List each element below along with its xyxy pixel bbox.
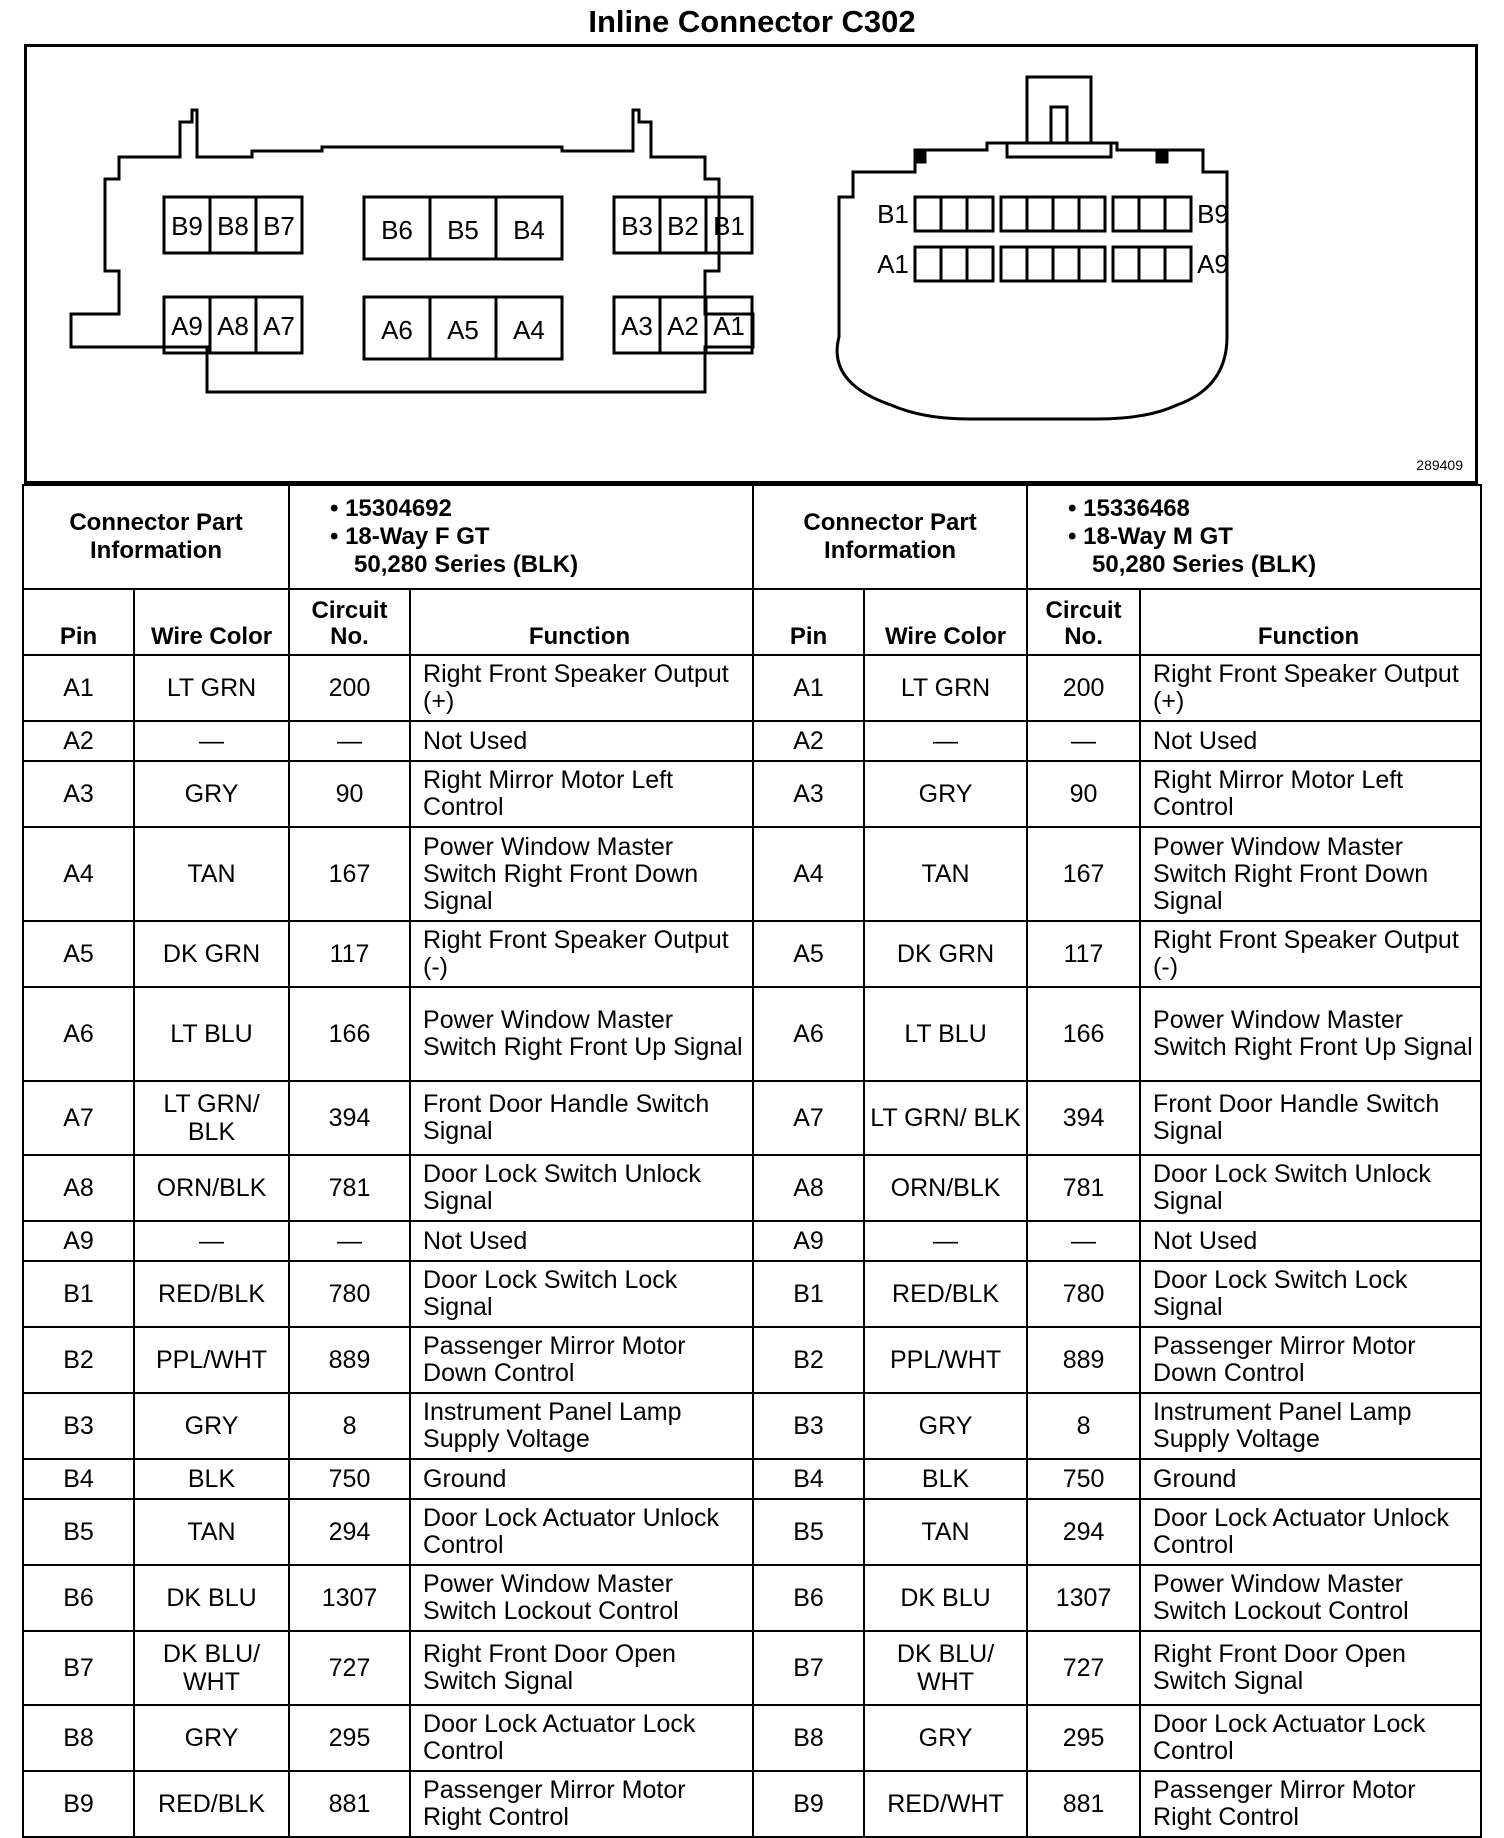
cavity-label: A8 [217,311,249,341]
function-cell: Passenger Mirror Motor Down Control [1140,1327,1481,1393]
pin-cell: B4 [23,1459,134,1499]
function-cell: Not Used [1140,1221,1481,1261]
function-cell: Door Lock Switch Unlock Signal [1140,1155,1481,1221]
function-cell: Passenger Mirror Motor Right Control [410,1771,753,1837]
circuit-cell: 294 [289,1499,410,1565]
pin-cell: B3 [23,1393,134,1459]
connector-info-row [23,485,1481,589]
circuit-cell: 200 [1027,655,1140,721]
cavity-label: B7 [263,211,295,241]
function-cell: Right Front Speaker Output (+) [410,655,753,721]
connector-diagram [24,44,1478,484]
function-cell: Door Lock Actuator Unlock Control [1140,1499,1481,1565]
pin-cell: A8 [23,1155,134,1221]
pin-cell: B7 [23,1631,134,1705]
wire-color-cell: ORN/BLK [134,1155,289,1221]
wire-color-cell: LT GRN [134,655,289,721]
cavity-label: B3 [621,211,653,241]
pin-cell: A4 [23,827,134,921]
function-cell: Right Front Speaker Output (-) [1140,921,1481,987]
cavity-label: B5 [447,215,479,245]
pin-cell: A9 [23,1221,134,1261]
wire-color-cell: DK BLU/ WHT [134,1631,289,1705]
function-cell: Right Front Speaker Output (-) [410,921,753,987]
cavity-label: A3 [621,311,653,341]
pin-cell: A6 [23,987,134,1081]
cavity-label: A4 [513,315,545,345]
wire-color-cell: TAN [134,1499,289,1565]
wire-color-cell: DK GRN [864,921,1027,987]
cavity-label: A7 [263,311,295,341]
right-connector-latch [1027,77,1091,143]
left-connector-outline [71,110,753,392]
cavity-label: B6 [381,215,413,245]
table-row [23,1705,1481,1771]
right-part-series: 50,280 Series (BLK) [1092,551,1317,578]
wire-color-cell: GRY [134,1393,289,1459]
pinout-rows [23,655,1481,1837]
table-row [23,1155,1481,1221]
pinout-table [22,484,1482,1838]
wire-color-cell: — [864,1221,1027,1261]
cavity-label: B4 [513,215,545,245]
wire-color-cell: GRY [864,1705,1027,1771]
column-header-row [23,589,1481,655]
pin-cell: A6 [753,987,864,1081]
wire-color-cell: DK BLU/ WHT [864,1631,1027,1705]
function-cell: Not Used [1140,721,1481,761]
left-part-series: 50,280 Series (BLK) [354,551,579,578]
circuit-cell: 166 [289,987,410,1081]
circuit-cell: 295 [289,1705,410,1771]
right-part-info [1027,485,1481,589]
circuit-cell: 117 [289,921,410,987]
pin-cell: A3 [753,761,864,827]
function-cell: Passenger Mirror Motor Right Control [1140,1771,1481,1837]
function-cell: Right Front Door Open Switch Signal [1140,1631,1481,1705]
cavity-label: A2 [667,311,699,341]
wire-color-cell: RED/BLK [864,1261,1027,1327]
function-cell: Door Lock Switch Lock Signal [1140,1261,1481,1327]
circuit-cell: 889 [1027,1327,1140,1393]
wire-color-cell: GRY [134,761,289,827]
wire-color-cell: GRY [864,1393,1027,1459]
col-header-wire-color: Wire Color [864,589,1027,655]
pin-cell: B2 [753,1327,864,1393]
circuit-cell: 1307 [1027,1565,1140,1631]
wire-color-cell: GRY [864,761,1027,827]
wire-color-cell: RED/BLK [134,1261,289,1327]
table-row [23,987,1481,1081]
cavity-label: B1 [713,211,745,241]
table-row [23,1499,1481,1565]
circuit-cell: 8 [1027,1393,1140,1459]
col-header-function: Function [410,589,753,655]
function-cell: Door Lock Actuator Unlock Control [410,1499,753,1565]
circuit-cell: 394 [1027,1081,1140,1155]
pin-cell: B4 [753,1459,864,1499]
cavity-label: A9 [1197,249,1229,279]
pin-cell: B7 [753,1631,864,1705]
function-cell: Instrument Panel Lamp Supply Voltage [410,1393,753,1459]
wire-color-cell: GRY [134,1705,289,1771]
cavity-label: A1 [713,311,745,341]
function-cell: Right Mirror Motor Left Control [410,761,753,827]
wire-color-cell: LT GRN/ BLK [134,1081,289,1155]
table-row [23,655,1481,721]
function-cell: Power Window Master Switch Lockout Control [410,1565,753,1631]
pin-cell: A7 [23,1081,134,1155]
col-header-circuit: Circuit No. [289,589,410,655]
circuit-cell: 117 [1027,921,1140,987]
wire-color-cell: RED/WHT [864,1771,1027,1837]
table-row [23,1327,1481,1393]
pin-cell: A2 [23,721,134,761]
circuit-cell: 881 [289,1771,410,1837]
circuit-cell: 394 [289,1081,410,1155]
function-cell: Power Window Master Switch Right Front Up Signal [1140,987,1481,1081]
function-cell: Front Door Handle Switch Signal [1140,1081,1481,1155]
circuit-cell: — [1027,1221,1140,1261]
cavity-label: A5 [447,315,479,345]
circuit-cell: 167 [1027,827,1140,921]
pin-cell: B3 [753,1393,864,1459]
wire-color-cell: — [134,721,289,761]
circuit-cell: 780 [1027,1261,1140,1327]
function-cell: Ground [1140,1459,1481,1499]
pin-cell: B8 [23,1705,134,1771]
function-cell: Door Lock Actuator Lock Control [1140,1705,1481,1771]
page-title: Inline Connector C302 [588,4,916,39]
pin-cell: B8 [753,1705,864,1771]
col-header-wire-color: Wire Color [134,589,289,655]
function-cell: Front Door Handle Switch Signal [410,1081,753,1155]
pin-cell: A1 [23,655,134,721]
wire-color-cell: ORN/BLK [864,1155,1027,1221]
pin-cell: B6 [753,1565,864,1631]
cavity-label: A1 [877,249,909,279]
function-cell: Right Front Speaker Output (+) [1140,655,1481,721]
circuit-cell: 8 [289,1393,410,1459]
table-row [23,721,1481,761]
function-cell: Door Lock Actuator Lock Control [410,1705,753,1771]
circuit-cell: 167 [289,827,410,921]
left-part-desc: • 18-Way F GT [330,523,490,550]
circuit-cell: — [289,1221,410,1261]
pin-cell: A2 [753,721,864,761]
table-row [23,827,1481,921]
pin-cell: B9 [753,1771,864,1837]
left-part-number: • 15304692 [330,495,452,522]
wire-color-cell: BLK [864,1459,1027,1499]
table-row [23,1081,1481,1155]
circuit-cell: 881 [1027,1771,1140,1837]
table-row [23,1565,1481,1631]
pin-cell: A9 [753,1221,864,1261]
cavity-label: B9 [1197,199,1229,229]
function-cell: Power Window Master Switch Right Front Down Signal [1140,827,1481,921]
function-cell: Passenger Mirror Motor Down Control [410,1327,753,1393]
function-cell: Door Lock Switch Unlock Signal [410,1155,753,1221]
wire-color-cell: LT GRN/ BLK [864,1081,1027,1155]
function-cell: Power Window Master Switch Right Front Down Signal [410,827,753,921]
connector-info-label: Connector Part Information [753,485,1027,589]
table-row [23,1221,1481,1261]
col-header-function: Function [1140,589,1481,655]
wire-color-cell: PPL/WHT [864,1327,1027,1393]
circuit-cell: 889 [289,1327,410,1393]
circuit-cell: 166 [1027,987,1140,1081]
wire-color-cell: LT BLU [864,987,1027,1081]
circuit-cell: — [1027,721,1140,761]
cavity-label: A6 [381,315,413,345]
col-header-pin: Pin [753,589,864,655]
wire-color-cell: DK GRN [134,921,289,987]
wire-color-cell: DK BLU [134,1565,289,1631]
circuit-cell: — [289,721,410,761]
pin-cell: B6 [23,1565,134,1631]
pin-cell: B5 [753,1499,864,1565]
circuit-cell: 90 [1027,761,1140,827]
circuit-cell: 750 [1027,1459,1140,1499]
pin-cell: A7 [753,1081,864,1155]
function-cell: Ground [410,1459,753,1499]
right-part-number: • 15336468 [1068,495,1190,522]
function-cell: Not Used [410,721,753,761]
pin-cell: A1 [753,655,864,721]
wire-color-cell: — [134,1221,289,1261]
pin-cell: B2 [23,1327,134,1393]
function-cell: Power Window Master Switch Right Front Up Signal [410,987,753,1081]
cavity-label: A9 [171,311,203,341]
circuit-cell: 781 [289,1155,410,1221]
wire-color-cell: LT GRN [864,655,1027,721]
function-cell: Right Mirror Motor Left Control [1140,761,1481,827]
wire-color-cell: TAN [864,827,1027,921]
circuit-cell: 750 [289,1459,410,1499]
pin-cell: A5 [753,921,864,987]
function-cell: Not Used [410,1221,753,1261]
wire-color-cell: BLK [134,1459,289,1499]
figure-number: 289409 [1416,457,1463,473]
cavity-label: B2 [667,211,699,241]
connector-info-label: Connector Part Information [23,485,289,589]
table-row [23,921,1481,987]
cavity-label: B9 [171,211,203,241]
wire-color-cell: — [864,721,1027,761]
cavity-label: B8 [217,211,249,241]
table-row [23,1771,1481,1837]
table-row [23,1261,1481,1327]
function-cell: Instrument Panel Lamp Supply Voltage [1140,1393,1481,1459]
table-row [23,1631,1481,1705]
pin-cell: A3 [23,761,134,827]
pin-cell: A5 [23,921,134,987]
left-part-info [289,485,753,589]
function-cell: Right Front Door Open Switch Signal [410,1631,753,1705]
pin-cell: B1 [753,1261,864,1327]
circuit-cell: 727 [1027,1631,1140,1705]
cavity-label: B1 [877,199,909,229]
pin-cell: A4 [753,827,864,921]
pin-cell: B5 [23,1499,134,1565]
pin-cell: A8 [753,1155,864,1221]
col-header-circuit: Circuit No. [1027,589,1140,655]
circuit-cell: 780 [289,1261,410,1327]
circuit-cell: 294 [1027,1499,1140,1565]
pin-cell: B1 [23,1261,134,1327]
wire-color-cell: TAN [864,1499,1027,1565]
table-row [23,1393,1481,1459]
circuit-cell: 90 [289,761,410,827]
table-row [23,761,1481,827]
wire-color-cell: TAN [134,827,289,921]
connector-drawings [27,47,1475,481]
col-header-pin: Pin [23,589,134,655]
circuit-cell: 1307 [289,1565,410,1631]
pin-cell: B9 [23,1771,134,1837]
wire-color-cell: PPL/WHT [134,1327,289,1393]
circuit-cell: 295 [1027,1705,1140,1771]
function-cell: Power Window Master Switch Lockout Control [1140,1565,1481,1631]
wire-color-cell: DK BLU [864,1565,1027,1631]
table-row [23,1459,1481,1499]
circuit-cell: 200 [289,655,410,721]
function-cell: Door Lock Switch Lock Signal [410,1261,753,1327]
circuit-cell: 727 [289,1631,410,1705]
wire-color-cell: LT BLU [134,987,289,1081]
right-part-desc: • 18-Way M GT [1068,523,1233,550]
circuit-cell: 781 [1027,1155,1140,1221]
wire-color-cell: RED/BLK [134,1771,289,1837]
